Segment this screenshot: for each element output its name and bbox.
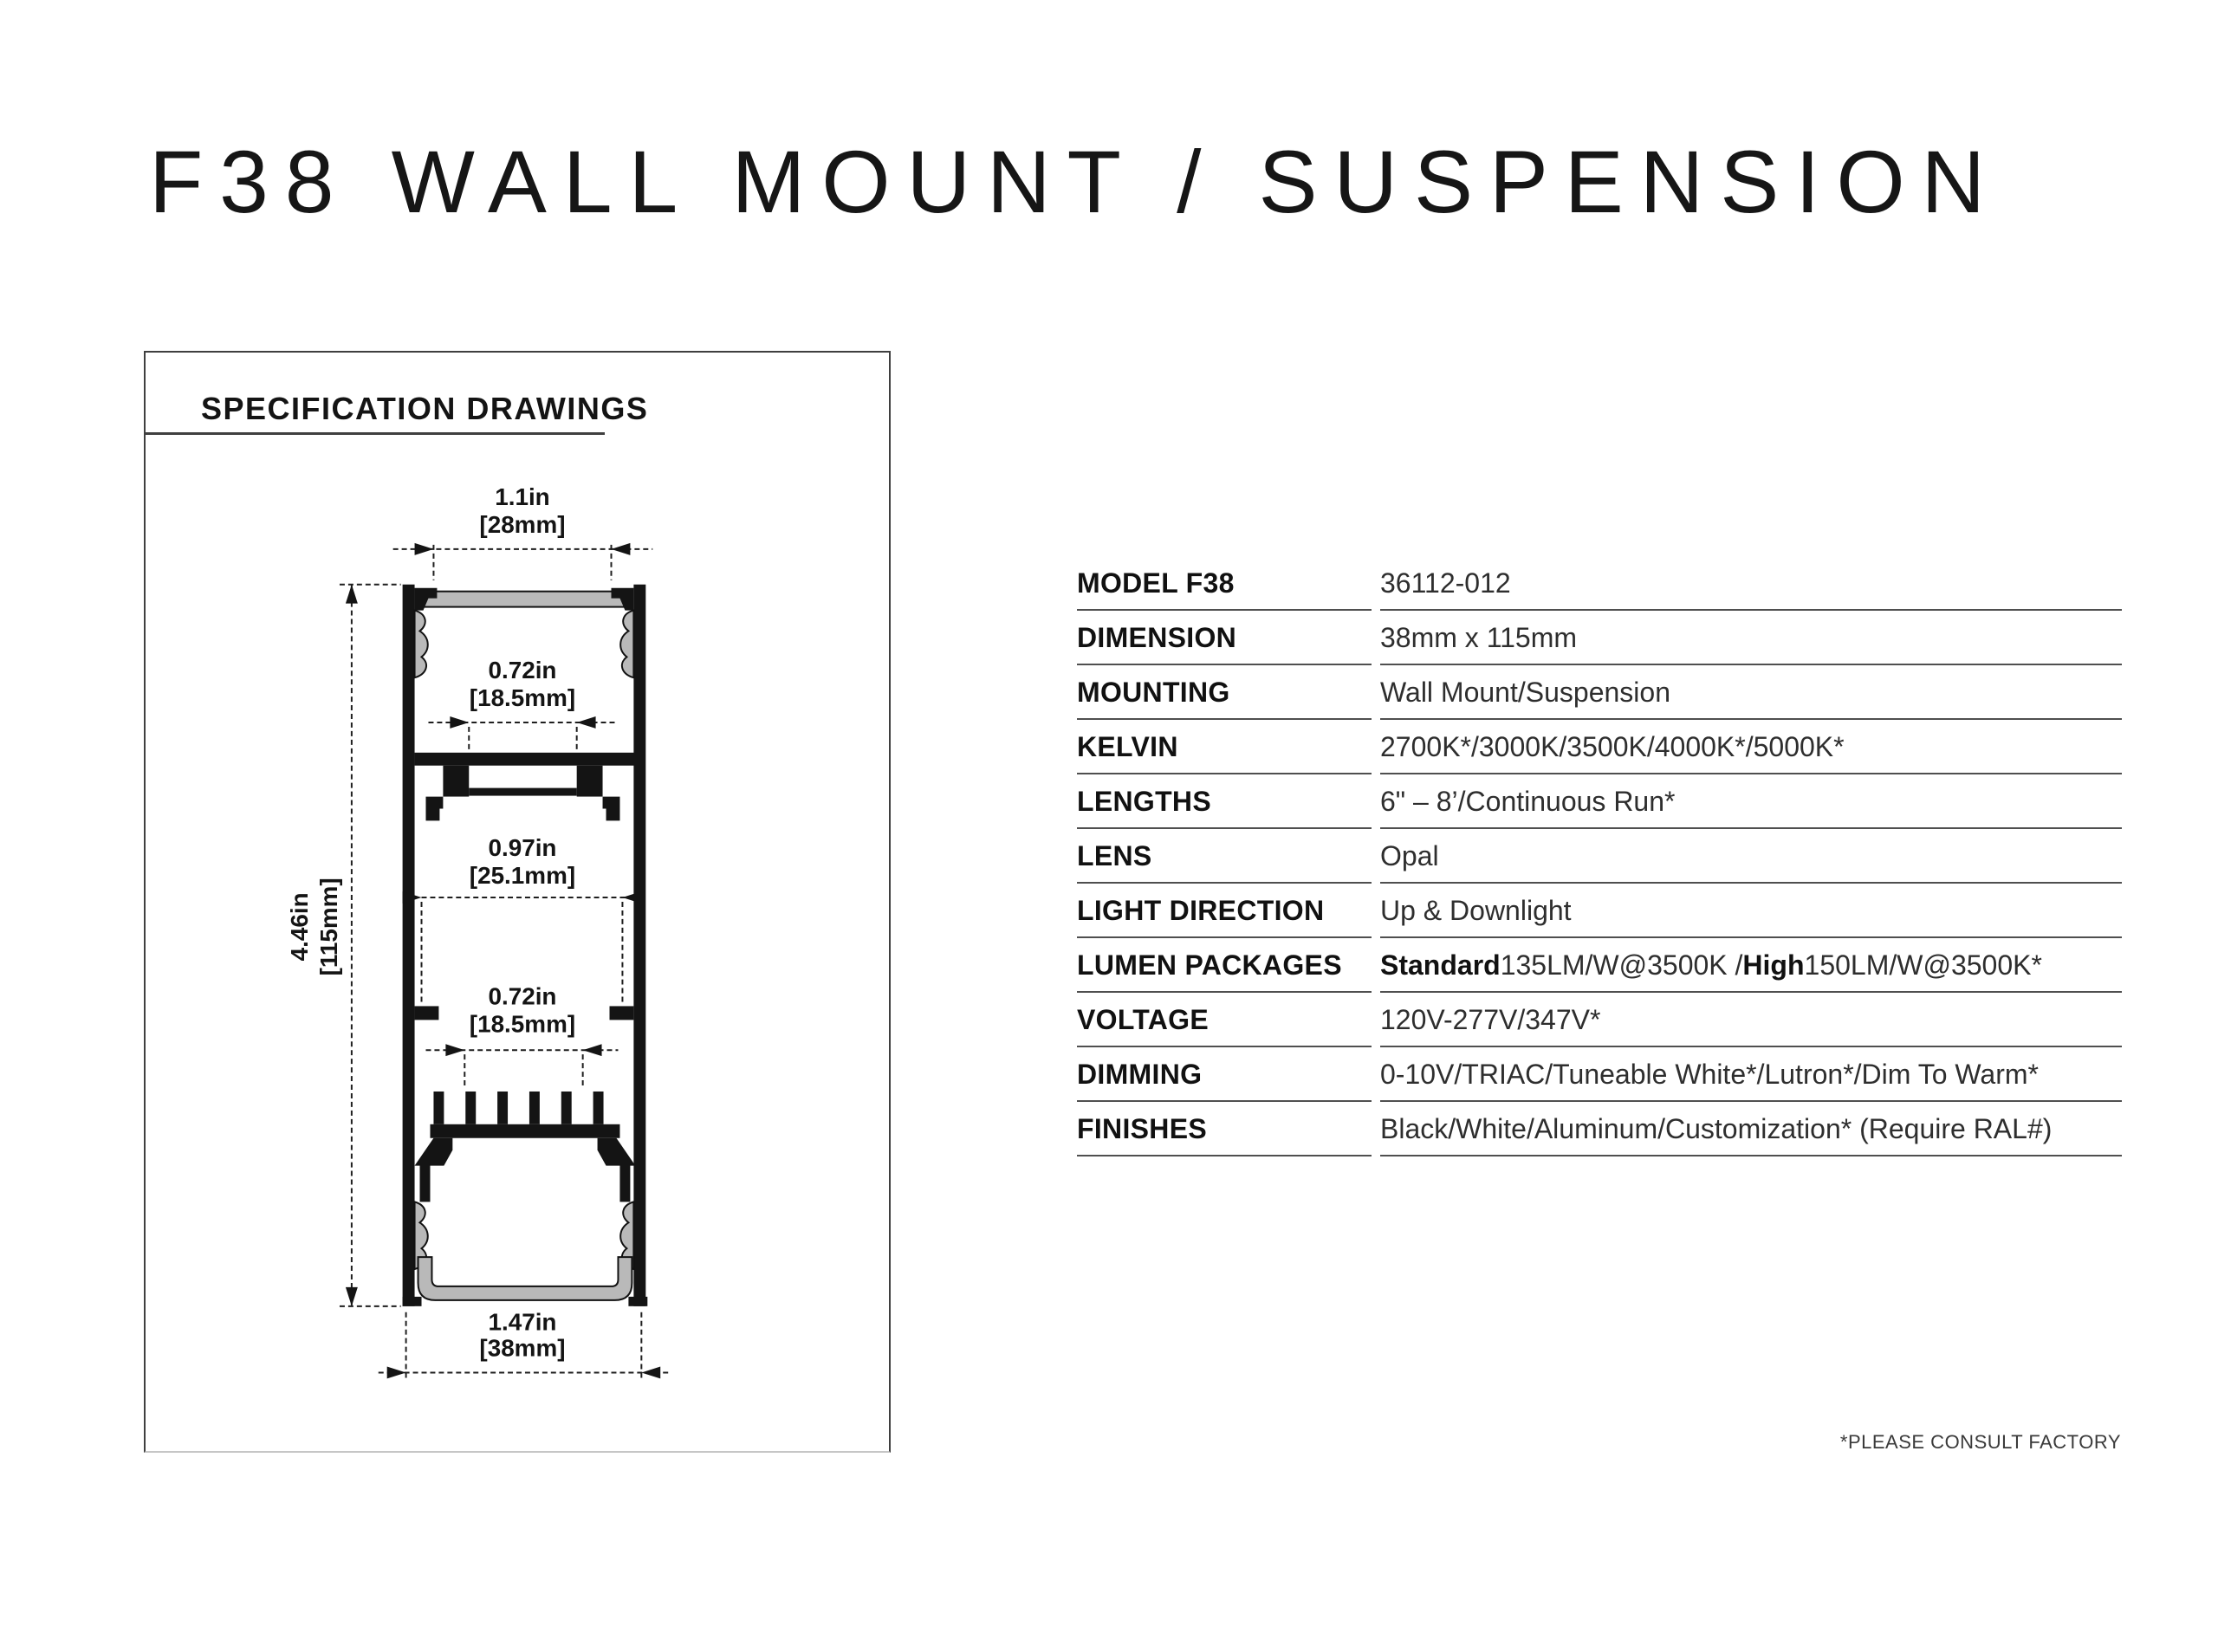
dim-bottom-width-in: 1.47in	[488, 1308, 557, 1336]
spec-value-segment: 135LM/W@3500K /	[1500, 949, 1743, 981]
specification-drawings-panel	[144, 351, 891, 1453]
spec-row-value: Opal	[1380, 829, 2122, 884]
spec-value-bold-segment: High	[1742, 949, 1805, 981]
spec-row-value: Black/White/Aluminum/Customization* (Require RAL#)	[1380, 1102, 2122, 1156]
dim-mid-inner-mm: [25.1mm]	[469, 862, 576, 890]
spec-row-value: 38mm x 115mm	[1380, 611, 2122, 665]
dim-bottom-width-mm: [38mm]	[479, 1334, 566, 1362]
dimension-labels	[286, 483, 575, 1361]
spec-row-label: VOLTAGE	[1077, 993, 1372, 1047]
spec-row	[1077, 884, 2122, 938]
spec-row-label: MODEL F38	[1077, 556, 1372, 611]
spec-row-value: 120V-277V/347V*	[1380, 993, 2122, 1047]
profile-cross-section-drawing	[146, 353, 889, 1451]
spec-row-value: Wall Mount/Suspension	[1380, 665, 2122, 720]
profile-mounting-bracket	[415, 753, 636, 821]
profile-led-mount-comb	[415, 1092, 636, 1202]
spec-row-value: 2700K*/3000K/3500K/4000K*/5000K*	[1380, 720, 2122, 774]
dim-upper-inner-mm: [18.5mm]	[469, 684, 576, 712]
spec-row-value: 0-10V/TRIAC/Tuneable White*/Lutron*/Dim To Warm*	[1380, 1047, 2122, 1102]
dim-height-mm: [115mm]	[315, 878, 342, 976]
spec-row	[1077, 720, 2122, 774]
spec-row	[1077, 665, 2122, 720]
spec-value-bold-segment: Standard	[1380, 949, 1501, 981]
dim-lower-inner-in: 0.72in	[488, 982, 557, 1010]
dim-height-in: 4.46in	[286, 892, 314, 962]
spec-row	[1077, 993, 2122, 1047]
dim-upper-inner-in: 0.72in	[488, 657, 557, 684]
spec-row	[1077, 774, 2122, 829]
spec-row-label: DIMMING	[1077, 1047, 1372, 1102]
spec-row	[1077, 611, 2122, 665]
spec-row-label: KELVIN	[1077, 720, 1372, 774]
spec-row-label: FINISHES	[1077, 1102, 1372, 1156]
dim-top-width-in: 1.1in	[495, 483, 550, 511]
specification-table	[1077, 556, 2122, 1156]
spec-row	[1077, 829, 2122, 884]
spec-row-label: LIGHT DIRECTION	[1077, 884, 1372, 938]
dim-mid-inner-in: 0.97in	[488, 834, 557, 862]
spec-row-value	[1380, 938, 2122, 993]
drawings-heading: SPECIFICATION DRAWINGS	[201, 391, 649, 426]
spec-row	[1077, 1047, 2122, 1102]
spec-row-label: LENGTHS	[1077, 774, 1372, 829]
spec-row-label: DIMENSION	[1077, 611, 1372, 665]
spec-row-label: LUMEN PACKAGES	[1077, 938, 1372, 993]
spec-row-value: Up & Downlight	[1380, 884, 2122, 938]
page-title: F38 WALL MOUNT / SUSPENSION	[149, 133, 2002, 231]
spec-row	[1077, 556, 2122, 611]
dim-lower-inner-mm: [18.5mm]	[469, 1010, 576, 1038]
spec-row	[1077, 1102, 2122, 1156]
spec-row	[1077, 938, 2122, 993]
spec-row-value: 6" – 8’/Continuous Run*	[1380, 774, 2122, 829]
profile-bottom-lens-assembly	[403, 1202, 648, 1305]
spec-row-label: LENS	[1077, 829, 1372, 884]
dim-top-width-mm: [28mm]	[479, 510, 566, 538]
spec-row-label: MOUNTING	[1077, 665, 1372, 720]
spec-row-value: 36112-012	[1380, 556, 2122, 611]
consult-factory-footnote: *PLEASE CONSULT FACTORY	[1839, 1431, 2121, 1453]
spec-value-segment: 150LM/W@3500K*	[1804, 949, 2042, 981]
